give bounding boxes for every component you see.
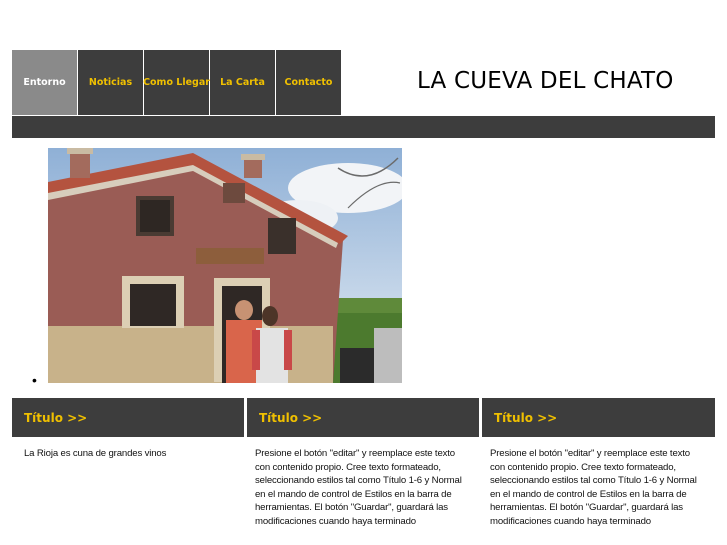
column-text-3: Presione el botón "editar" y reemplace este texto con contenido propio. Cree texto formateado, seleccionando estilos tal como Título 1-6 y Normal en el mando de control de Estilos en la barra de herramientas. El botón "Guardar", guardará las modificaciones cuando haya terminado — [490, 448, 697, 527]
column-text-1: La Rioja es cuna de grandes vinos — [24, 448, 167, 459]
column-text-2: Presione el botón "editar" y reemplace este texto con contenido propio. Cree texto formateado, seleccionando estilos tal como Título 1-6 y Normal en el mando de control de Estilos en la barra de herramientas. El botón "Guardar", guardará las modificaciones cuando haya terminado — [255, 448, 462, 527]
nav-item-noticias[interactable]: Noticias — [78, 50, 143, 115]
nav-item-como-llegar[interactable]: Como Llegar — [144, 50, 209, 115]
column-title-1: Título >> — [12, 398, 244, 437]
site-title: LA CUEVA DEL CHATO — [417, 68, 674, 94]
main-nav — [12, 50, 342, 115]
house-photo — [48, 148, 402, 383]
column-title-3: Título >> — [482, 398, 715, 437]
header-bar — [12, 116, 715, 138]
nav-item-la-carta[interactable]: La Carta — [210, 50, 275, 115]
nav-item-contacto[interactable]: Contacto — [276, 50, 341, 115]
list-bullet: • — [32, 372, 37, 388]
column-title-2: Título >> — [247, 398, 479, 437]
nav-item-entorno[interactable]: Entorno — [12, 50, 77, 115]
